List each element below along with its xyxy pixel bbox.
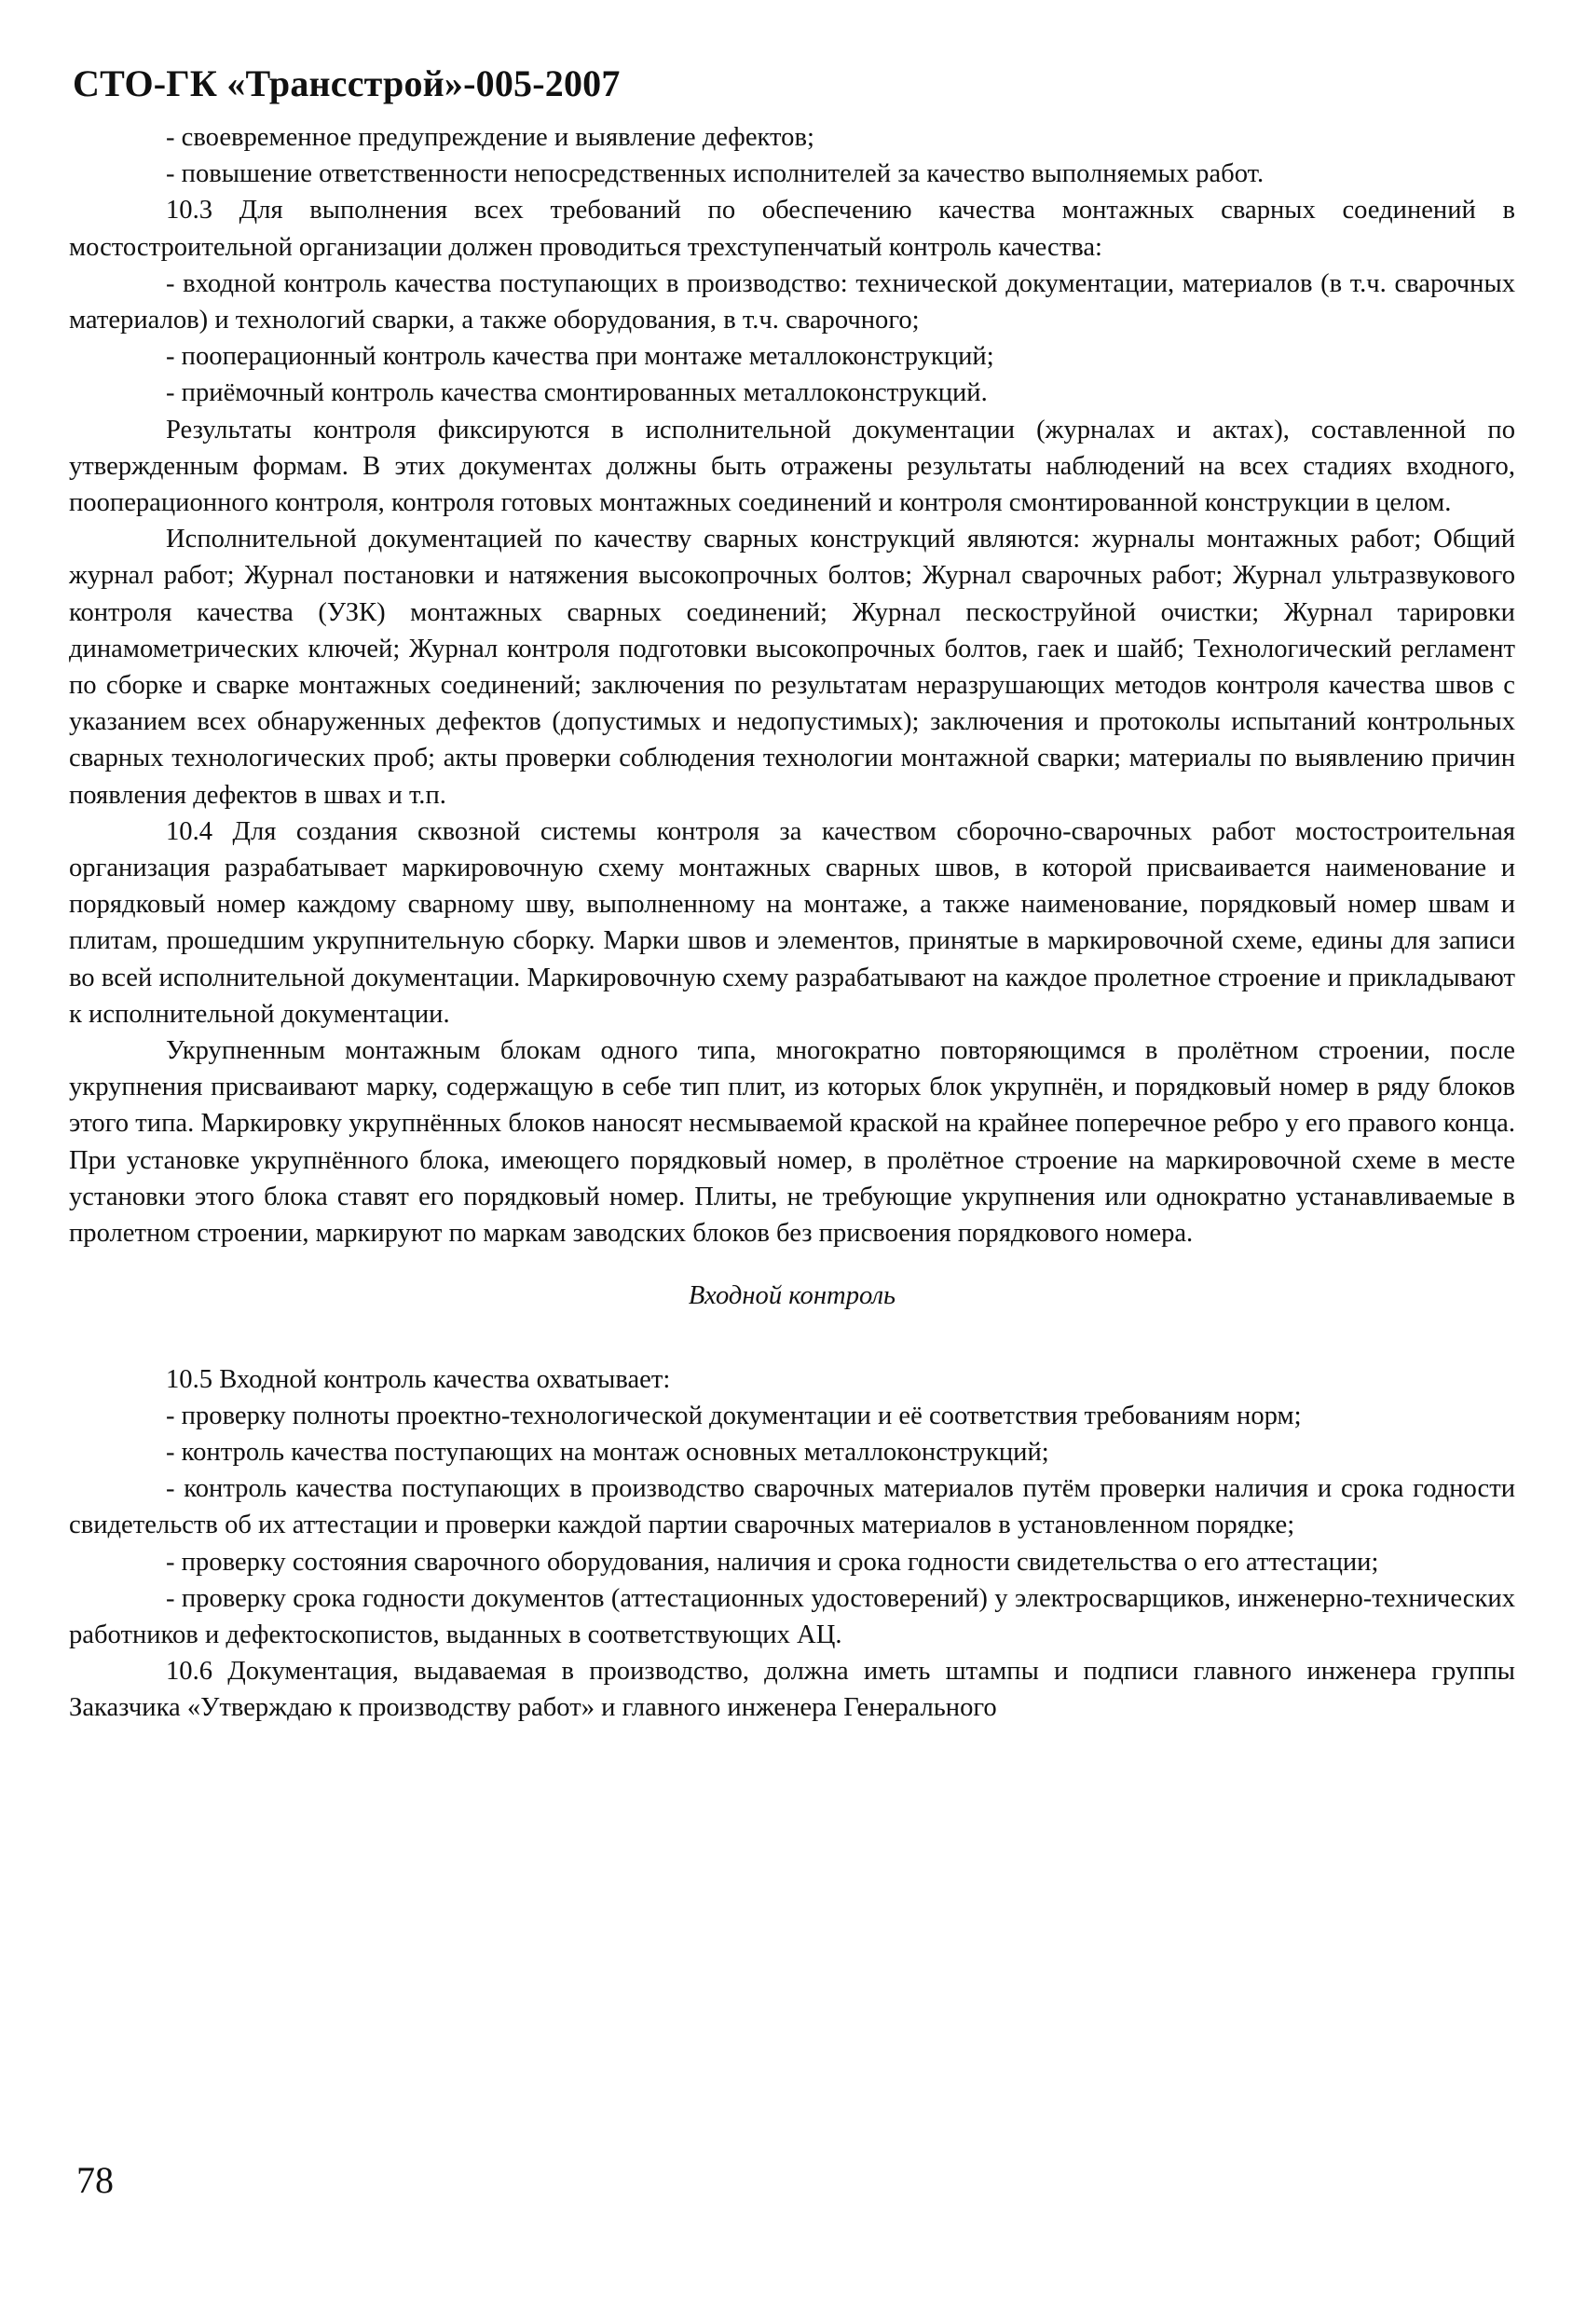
paragraph: - приёмочный контроль качества смонтированных металлоконструкций. xyxy=(166,378,988,408)
paragraph: Результаты контроля фиксируются в исполнительной документации (журналах и актах), составленной по утвержденным формам. В этих документах должны быть отражены результаты наблюдений на всех стадиях входного, пооперационного контроля, контроля готовых монтажных соединений и контроля смонтированной конструкции в целом. xyxy=(69,415,1515,518)
paragraph: 10.3 Для выполнения всех требований по обеспечению качества монтажных сварных соединений в мостостроительной организации должен проводиться трехступенчатый контроль качества: xyxy=(69,196,1515,262)
paragraph: - проверку состояния сварочного оборудования, наличия и срока годности свидетельства о его аттестации; xyxy=(166,1547,1379,1577)
paragraph: - пооперационный контроль качества при монтаже металлоконструкций; xyxy=(166,342,994,372)
section-title: Входной контроль xyxy=(688,1281,896,1311)
paragraph: - контроль качества поступающих в производство сварочных материалов путём проверки наличия и срока годности свидетельств об их аттестации и проверки каждой партии сварочных материалов в установленном порядке; xyxy=(69,1474,1515,1540)
paragraph: - контроль качества поступающих на монтаж основных металлоконструкций; xyxy=(166,1437,1049,1467)
paragraph: 10.6 Документация, выдаваемая в производство, должна иметь штампы и подписи главного инженера группы Заказчика «Утверждаю к производству работ» и главного инженера Генерального xyxy=(69,1657,1515,1723)
paragraph: - проверку срока годности документов (аттестационных удостоверений) у электросварщиков, инженерно-технических работников и дефектоскопистов, выданных в соответствующих АЦ. xyxy=(69,1583,1515,1649)
paragraph: - входной контроль качества поступающих в производство: технической документации, материалов (в т.ч. сварочных материалов) и технологий сварки, а также оборудования, в т.ч. сварочного; xyxy=(69,268,1515,335)
document-body xyxy=(69,119,1515,1727)
paragraph: 10.4 Для создания сквозной системы контроля за качеством сборочно-сварочных работ мостостроительная организация разрабатывает маркировочную схему монтажных сварных швов, в которой присваивается наименование и порядковый номер каждому сварному шву, выполненному на монтаже, а также наименование, порядковый номер швам и плитам, прошедшим укрупнительную сборку. Марки швов и элементов, принятые в маркировочной схеме, едины для записи во всей исполнительной документации. Маркировочную схему разрабатывают на каждое пролетное строение и прикладывают к исполнительной документации. xyxy=(69,816,1515,1029)
paragraph: 10.5 Входной контроль качества охватывает: xyxy=(166,1364,671,1394)
page-number: 78 xyxy=(76,2159,114,2201)
paragraph: Укрупненным монтажным блокам одного типа, многократно повторяющимся в пролётном строении, после укрупнения присваивают марку, содержащую в себе тип плит, из которых блок укрупнён, и порядковый номер в ряду блоков этого типа. Маркировку укрупнённых блоков наносят несмываемой краской на крайнее поперечное ребро у его правого конца. При установке укрупнённого блока, имеющего порядковый номер, в пролётное строение на маркировочной схеме в месте установки этого блока ставят его порядковый номер. Плиты, не требующие укрупнения или однократно устанавливаемые в пролетном строении, маркируют по маркам заводских блоков без присвоения порядкового номера. xyxy=(69,1036,1515,1249)
paragraph: - своевременное предупреждение и выявление дефектов; xyxy=(166,123,814,152)
paragraph: - проверку полноты проектно-технологической документации и её соответствия требованиям норм; xyxy=(166,1401,1302,1430)
paragraph: Исполнительной документацией по качеству сварных конструкций являются: журналы монтажных работ; Общий журнал работ; Журнал постановки и натяжения высокопрочных болтов; Журнал сварочных работ; Журнал ультразвукового контроля качества (УЗК) монтажных сварных соединений; Журнал пескоструйной очистки; Журнал тарировки динамометрических ключей; Журнал контроля подготовки высокопрочных болтов, гаек и шайб; Технологический регламент по сборке и сварке монтажных соединений; заключения по результатам неразрушающих методов контроля качества швов с указанием всех обнаруженных дефектов (допустимых и недопустимых); заключения и протоколы испытаний контрольных сварных технологических проб; акты проверки соблюдения технологии монтажной сварки; материалы по выявлению причин появления дефектов в швах и т.п. xyxy=(69,525,1515,810)
document-header: СТО-ГК «Трансстрой»-005-2007 xyxy=(73,62,621,104)
paragraph: - повышение ответственности непосредственных исполнителей за качество выполняемых работ. xyxy=(166,159,1265,189)
